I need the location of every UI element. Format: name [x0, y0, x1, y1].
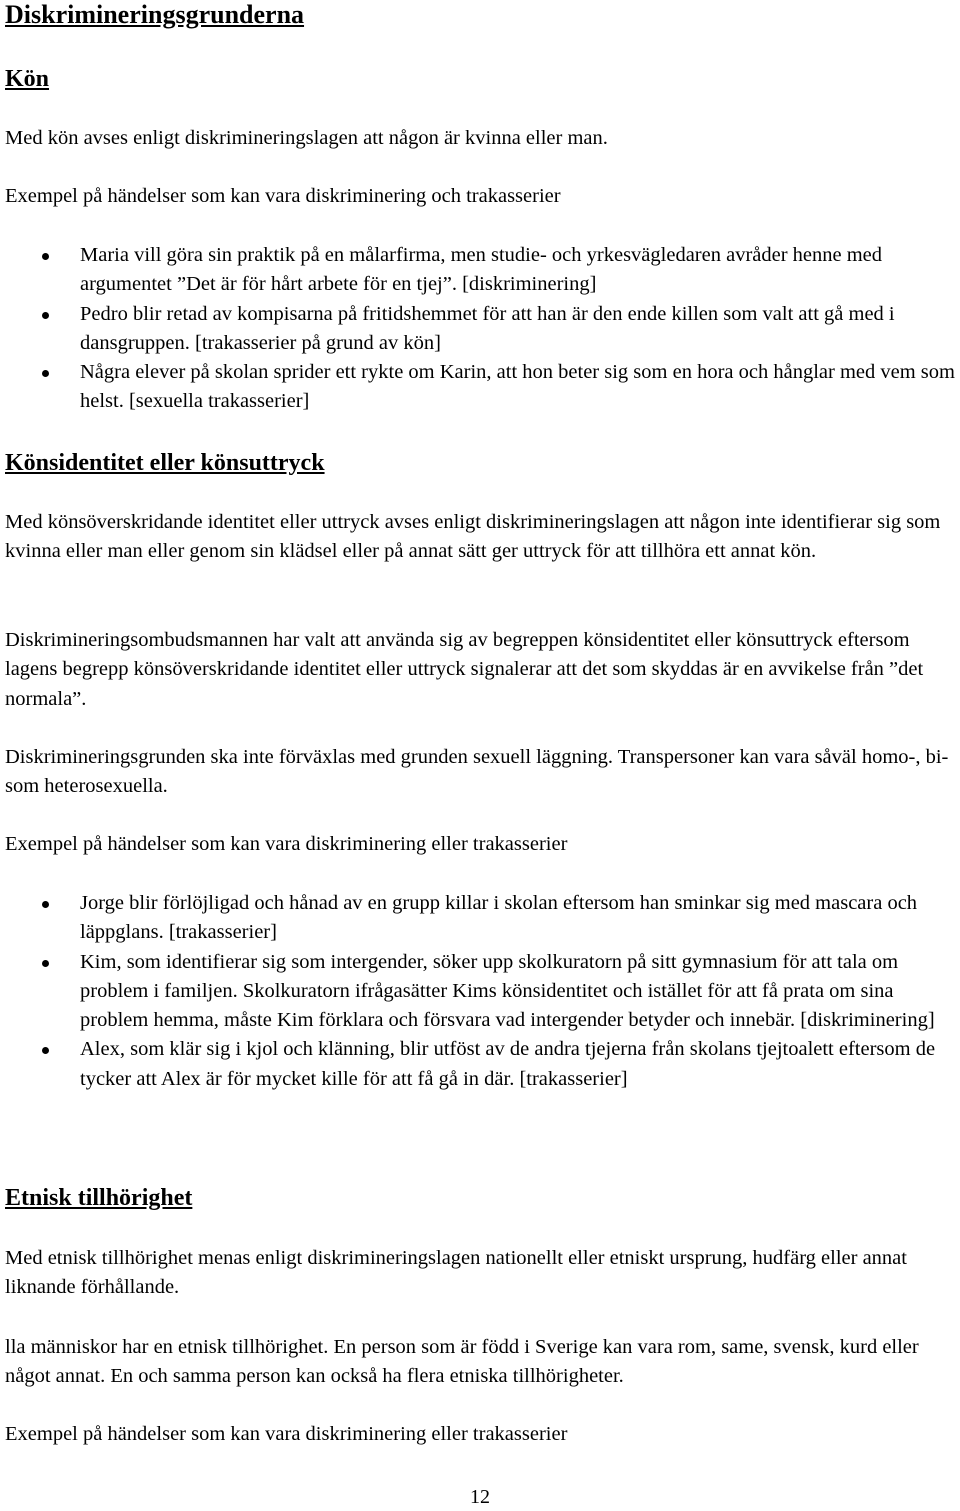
- kon-intro: Med kön avses enligt diskrimineringslagen att någon är kvinna eller man.: [5, 127, 608, 149]
- heading-kon: Kön: [5, 66, 50, 92]
- list-item: [0, 889, 958, 948]
- bullet-icon: [42, 370, 49, 377]
- example-text: Maria vill göra sin praktik på en målarfirma, men studie- och yrkesvägledaren avråder henne med argumentet ”Det är för hårt arbete för en tjej”.: [80, 244, 883, 296]
- example-tag: [sexuella trakasserier]: [128, 390, 310, 413]
- example-text: Alex, som klär sig i kjol och klänning, blir utföst av de andra tjejerna från skolans tjejtoalett eftersom de tycker att Alex är för mycket kille för att få gå in där.: [80, 1038, 936, 1090]
- bullet-icon: [42, 1047, 49, 1054]
- bullet-icon: [42, 960, 49, 967]
- konsidentitet-p2: Diskrimineringsombudsmannen har valt att använda sig av begreppen könsidentitet eller könsuttryck eftersom lagens begrepp könsöverskridande identitet eller uttryck signalerar att det som skyddas är en avvikelse från ”det normala”.: [5, 629, 924, 710]
- list-item: [0, 1035, 958, 1094]
- kon-examples-label: Exempel på händelser som kan vara diskriminering och trakasserier: [5, 185, 561, 207]
- list-item: [0, 358, 958, 417]
- bullet-icon: [42, 312, 49, 319]
- heading-konsidentitet: Könsidentitet eller könsuttryck: [5, 450, 325, 476]
- page-title: Diskrimineringsgrunderna: [5, 0, 305, 29]
- list-item: [0, 948, 958, 1036]
- etnisk-p2: lla människor har en etnisk tillhörighet. En person som är född i Sverige kan vara rom, same, svensk, kurd eller något annat. En och samma person kan också ha flera etniska tillhörigheter.: [5, 1336, 919, 1388]
- bullet-icon: [42, 901, 49, 908]
- list-item: [0, 241, 958, 300]
- example-text: Några elever på skolan sprider ett rykte om Karin, att hon beter sig som en hora och hånglar med vem som helst.: [80, 361, 955, 413]
- list-item: [0, 300, 958, 359]
- heading-etnisk: Etnisk tillhörighet: [5, 1185, 193, 1211]
- example-tag: [diskriminering]: [800, 1009, 935, 1032]
- konsidentitet-p1: Med könsöverskridande identitet eller uttryck avses enligt diskrimineringslagen att någon inte identifierar sig som kvinna eller man eller genom sin klädsel eller på annat sätt ger uttryck för att tillhöra ett annat kön.: [5, 511, 941, 563]
- konsidentitet-example-list: [0, 889, 958, 1094]
- example-text: Kim, som identifierar sig som intergender, söker upp skolkuratorn på sitt gymnasium för att tala om problem i familjen. Skolkuratorn ifrågasätter Kims könsidentitet och istället för att få prata om sina problem hemma, måste Kim förklara och försvara vad intergender betyder och innebär.: [80, 950, 899, 1032]
- example-tag: [diskriminering]: [462, 273, 597, 296]
- example-tag: [trakasserier]: [168, 921, 277, 944]
- example-text: Pedro blir retad av kompisarna på fritidshemmet för att han är den ende killen som valt att gå med i dansgruppen.: [80, 302, 895, 354]
- page-number: 12: [470, 1486, 490, 1508]
- kon-example-list: [0, 241, 958, 417]
- konsidentitet-p3: Diskrimineringsgrunden ska inte förväxlas med grunden sexuell läggning. Transpersoner kan vara såväl homo-, bi- som heterosexuella.: [5, 746, 949, 798]
- example-tag: [trakasserier]: [519, 1067, 628, 1090]
- etnisk-examples-label: Exempel på händelser som kan vara diskriminering eller trakasserier: [5, 1423, 568, 1445]
- etnisk-p1: Med etnisk tillhörighet menas enligt diskrimineringslagen nationellt eller etniskt ursprung, hudfärg eller annat liknande förhållande.: [5, 1247, 907, 1299]
- example-text: Jorge blir förlöjligad och hånad av en grupp killar i skolan eftersom han sminkar sig med mascara och läppglans.: [80, 892, 918, 944]
- konsidentitet-examples-label: Exempel på händelser som kan vara diskriminering eller trakasserier: [5, 833, 568, 855]
- bullet-icon: [42, 253, 49, 260]
- example-tag: [trakasserier på grund av kön]: [195, 331, 441, 354]
